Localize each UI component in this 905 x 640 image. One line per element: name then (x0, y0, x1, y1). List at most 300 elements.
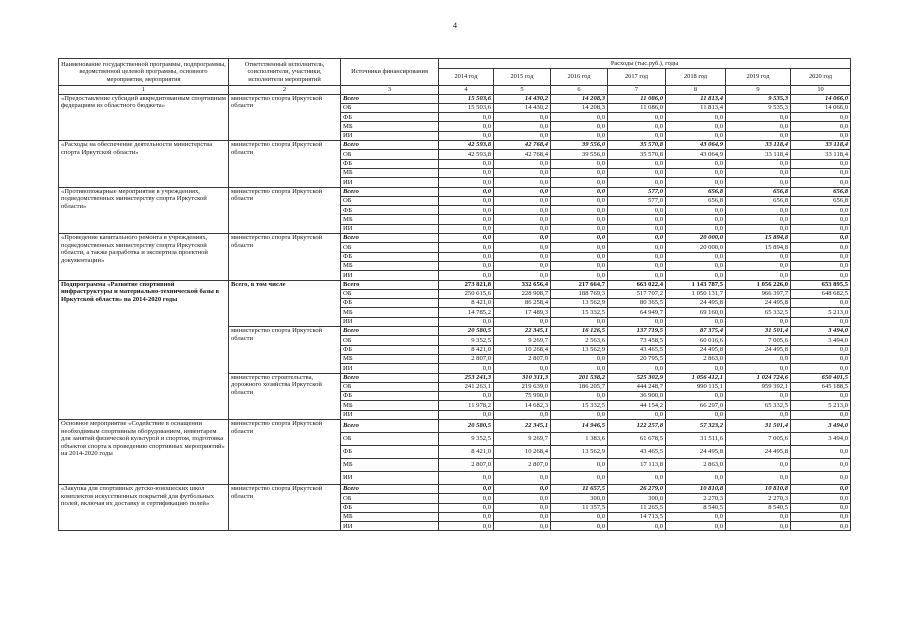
expense-value: 0,0 (551, 512, 608, 521)
expense-value: 228 908,7 (494, 289, 551, 298)
expense-value: 0,0 (666, 317, 726, 326)
expense-value: 0,0 (551, 178, 608, 187)
funding-source: ИИ (341, 522, 439, 531)
expense-value: 137 719,5 (608, 327, 666, 336)
funding-source: ИИ (341, 224, 439, 233)
expense-value: 0,0 (551, 354, 608, 363)
expense-value: 0,0 (608, 234, 666, 243)
expense-value: 0,0 (608, 224, 666, 233)
column-number: 10 (791, 86, 851, 95)
funding-source: ИИ (341, 410, 439, 419)
column-number: 1 (59, 86, 229, 95)
funding-source: МБ (341, 168, 439, 177)
expense-value: 0,0 (726, 410, 791, 419)
expense-value: 0,0 (666, 206, 726, 215)
funding-source: ФБ (341, 445, 439, 458)
funding-source: ФБ (341, 345, 439, 354)
expense-value: 0,0 (608, 215, 666, 224)
expense-value: 0,0 (666, 522, 726, 531)
header-numbers-row (59, 86, 851, 95)
expense-value: 0,0 (439, 206, 494, 215)
expense-value: 0,0 (666, 261, 726, 270)
funding-source: Всего (341, 327, 439, 336)
funding-source: ОБ (341, 494, 439, 503)
expense-value: 0,0 (439, 261, 494, 270)
funding-source: Всего (341, 484, 439, 493)
expense-value: 0,0 (494, 503, 551, 512)
expense-value: 14 066,0 (791, 94, 851, 103)
expense-value: 0,0 (439, 196, 494, 205)
expense-value: 0,0 (551, 168, 608, 177)
expense-value: 7 005,6 (726, 432, 791, 445)
funding-source: ИИ (341, 131, 439, 140)
expense-value: 0,0 (726, 252, 791, 261)
expense-value: 0,0 (439, 271, 494, 280)
expense-value: 0,0 (791, 215, 851, 224)
expense-value: 39 556,0 (551, 141, 608, 150)
expense-value: 15 332,5 (551, 401, 608, 410)
funding-source: ИИ (341, 364, 439, 373)
expense-value: 0,0 (791, 410, 851, 419)
expense-value: 33 118,4 (726, 141, 791, 150)
expense-value: 0,0 (666, 168, 726, 177)
expense-value: 15 503,6 (439, 94, 494, 103)
expense-value: 0,0 (791, 206, 851, 215)
expense-value: 11 086,0 (608, 94, 666, 103)
expense-value: 0,0 (726, 512, 791, 521)
expense-value: 1 056 412,1 (666, 373, 726, 382)
expense-value: 966 397,7 (726, 289, 791, 298)
expense-value: 11 978,2 (439, 401, 494, 410)
expense-value: 13 562,9 (551, 299, 608, 308)
expense-value: 0,0 (494, 168, 551, 177)
expense-value: 0,0 (494, 113, 551, 122)
expense-value: 14 066,0 (791, 103, 851, 112)
expense-value: 0,0 (608, 261, 666, 270)
funding-source: ФБ (341, 252, 439, 261)
expense-value: 0,0 (791, 252, 851, 261)
expense-value: 0,0 (608, 317, 666, 326)
expense-value: 0,0 (791, 271, 851, 280)
expense-value: 16 126,5 (551, 327, 608, 336)
expense-value: 11 265,5 (608, 503, 666, 512)
expense-value: 0,0 (666, 122, 726, 131)
funding-source: ИИ (341, 271, 439, 280)
expense-value: 14 430,2 (494, 94, 551, 103)
expense-value: 0,0 (494, 122, 551, 131)
expense-value: 0,0 (439, 503, 494, 512)
expense-value: 0,0 (791, 458, 851, 471)
expense-value: 0,0 (791, 522, 851, 531)
executor-name: министерство спорта Иркутской области (229, 234, 341, 280)
expense-value: 0,0 (666, 410, 726, 419)
expense-value: 0,0 (726, 131, 791, 140)
expense-value: 0,0 (551, 131, 608, 140)
expense-value: 0,0 (551, 206, 608, 215)
expense-value: 0,0 (791, 178, 851, 187)
funding-source: Всего (341, 187, 439, 196)
expense-value: 0,0 (494, 187, 551, 196)
expense-value: 959 392,1 (726, 382, 791, 391)
expense-value: 0,0 (494, 159, 551, 168)
expense-value: 20 580,5 (439, 327, 494, 336)
expense-value: 43 064,9 (666, 141, 726, 150)
expense-value: 24 495,8 (666, 299, 726, 308)
expense-value: 10 268,4 (494, 445, 551, 458)
measure-name: «Закупка для спортивных детско-юношеских школ комплектов искусственных покрытий для футбольных полей, включая их доставку и сертификацию полей» (59, 484, 229, 530)
funding-source: ФБ (341, 159, 439, 168)
expense-value: 0,0 (551, 522, 608, 531)
expense-value: 9 535,3 (726, 94, 791, 103)
expense-value: 2 863,0 (666, 354, 726, 363)
expense-value: 14 208,3 (551, 103, 608, 112)
expense-value: 0,0 (494, 196, 551, 205)
expense-value: 0,0 (494, 261, 551, 270)
expense-value: 0,0 (439, 168, 494, 177)
expense-value: 0,0 (791, 113, 851, 122)
expense-value: 0,0 (666, 512, 726, 521)
expense-value: 64 949,7 (608, 308, 666, 317)
header-name-col: Наименование государственной программы, подпрограммы, ведомственной целевой программы, основного мероприятия, мероприятия (59, 59, 229, 86)
funding-source: Всего (341, 234, 439, 243)
expense-value: 0,0 (726, 168, 791, 177)
expense-value: 0,0 (791, 503, 851, 512)
expense-value: 15 894,8 (726, 243, 791, 252)
expense-value: 0,0 (726, 261, 791, 270)
expense-value: 1 143 787,5 (666, 280, 726, 289)
expense-value: 22 345,1 (494, 327, 551, 336)
expense-value: 0,0 (726, 317, 791, 326)
expense-value: 577,0 (608, 196, 666, 205)
expense-value: 43 465,5 (608, 445, 666, 458)
expense-value: 0,0 (666, 364, 726, 373)
expense-value: 75 990,0 (494, 392, 551, 401)
column-number: 3 (341, 86, 439, 95)
expense-value: 2 807,0 (439, 354, 494, 363)
expense-value: 15 503,6 (439, 103, 494, 112)
header-year: 2020 год (791, 69, 851, 86)
expense-value: 31 501,4 (726, 327, 791, 336)
expense-value: 24 495,8 (726, 299, 791, 308)
expense-value: 10 810,8 (726, 484, 791, 493)
expense-value: 656,8 (726, 187, 791, 196)
expense-value: 24 495,8 (666, 445, 726, 458)
expense-value: 0,0 (551, 215, 608, 224)
expense-value: 73 458,5 (608, 336, 666, 345)
budget-table (58, 58, 851, 531)
funding-source: ОБ (341, 336, 439, 345)
expense-value: 0,0 (791, 224, 851, 233)
expense-value: 2 807,0 (494, 458, 551, 471)
expense-value: 0,0 (439, 484, 494, 493)
funding-source: ОБ (341, 243, 439, 252)
expense-value: 0,0 (791, 122, 851, 131)
expense-value: 0,0 (666, 224, 726, 233)
expense-value: 0,0 (439, 317, 494, 326)
expense-value: 15 894,8 (726, 234, 791, 243)
funding-source: МБ (341, 458, 439, 471)
expense-value: 14 785,2 (439, 308, 494, 317)
expense-value: 0,0 (439, 522, 494, 531)
expense-value: 273 821,8 (439, 280, 494, 289)
expense-value: 648 682,5 (791, 289, 851, 298)
expense-value: 24 495,8 (726, 445, 791, 458)
expense-value: 0,0 (439, 392, 494, 401)
expense-value: 2 807,0 (494, 354, 551, 363)
expense-value: 300,0 (608, 494, 666, 503)
expense-value: 0,0 (726, 206, 791, 215)
expense-value: 0,0 (666, 131, 726, 140)
expense-value: 0,0 (551, 471, 608, 484)
table-row (59, 280, 851, 289)
expense-value: 0,0 (791, 243, 851, 252)
expense-value: 86 258,4 (494, 299, 551, 308)
expense-value: 0,0 (439, 512, 494, 521)
expense-value: 35 570,8 (608, 150, 666, 159)
expense-value: 0,0 (791, 512, 851, 521)
expense-value: 241 263,1 (439, 382, 494, 391)
expense-value: 0,0 (726, 271, 791, 280)
expense-value: 0,0 (791, 345, 851, 354)
expense-value: 0,0 (494, 224, 551, 233)
expense-value: 42 768,4 (494, 150, 551, 159)
expense-value: 0,0 (551, 410, 608, 419)
executor-name: министерство спорта Иркутской области (229, 327, 341, 373)
expense-value: 0,0 (791, 354, 851, 363)
expense-value: 0,0 (791, 484, 851, 493)
expense-value: 0,0 (551, 187, 608, 196)
expense-value: 656,8 (791, 196, 851, 205)
expense-value: 444 248,7 (608, 382, 666, 391)
expense-value: 0,0 (551, 122, 608, 131)
funding-source: ОБ (341, 382, 439, 391)
expense-value: 8 540,5 (726, 503, 791, 512)
expense-value: 10 810,8 (666, 484, 726, 493)
column-number: 9 (726, 86, 791, 95)
expense-value: 0,0 (666, 271, 726, 280)
expense-value: 24 495,8 (666, 345, 726, 354)
expense-value: 31 501,4 (726, 419, 791, 432)
expense-value: 0,0 (439, 178, 494, 187)
expense-value: 0,0 (551, 458, 608, 471)
expense-value: 69 160,0 (666, 308, 726, 317)
expense-value: 0,0 (439, 364, 494, 373)
funding-source: МБ (341, 308, 439, 317)
funding-source: Всего (341, 419, 439, 432)
expense-value: 0,0 (439, 410, 494, 419)
expense-value: 525 302,9 (608, 373, 666, 382)
expense-value: 11 813,4 (666, 94, 726, 103)
expense-value: 0,0 (551, 159, 608, 168)
expense-value: 8 421,0 (439, 345, 494, 354)
expense-value: 0,0 (551, 261, 608, 270)
expense-value: 0,0 (494, 243, 551, 252)
expense-value: 0,0 (494, 206, 551, 215)
funding-source: Всего (341, 280, 439, 289)
column-number: 6 (551, 86, 608, 95)
expense-value: 61 678,5 (608, 432, 666, 445)
funding-source: ОБ (341, 289, 439, 298)
expense-value: 5 213,0 (791, 308, 851, 317)
expense-value: 0,0 (726, 224, 791, 233)
expense-value: 65 332,5 (726, 401, 791, 410)
expense-value: 0,0 (608, 522, 666, 531)
expense-value: 5 213,0 (791, 401, 851, 410)
funding-source: Всего (341, 141, 439, 150)
funding-source: ФБ (341, 503, 439, 512)
column-number: 8 (666, 86, 726, 95)
expense-value: 0,0 (726, 215, 791, 224)
expense-value: 0,0 (494, 234, 551, 243)
expense-value: 310 311,3 (494, 373, 551, 382)
expense-value: 0,0 (439, 224, 494, 233)
expense-value: 20 580,5 (439, 419, 494, 432)
expense-value: 11 086,0 (608, 103, 666, 112)
expense-value: 250 615,6 (439, 289, 494, 298)
funding-source: МБ (341, 354, 439, 363)
table-row (59, 141, 851, 150)
expense-value: 0,0 (551, 271, 608, 280)
header-row (59, 59, 851, 69)
expense-value: 0,0 (791, 299, 851, 308)
expense-value: 3 494,0 (791, 419, 851, 432)
expense-value: 42 593,8 (439, 150, 494, 159)
expense-value: 9 269,7 (494, 432, 551, 445)
expense-value: 0,0 (791, 392, 851, 401)
expense-value: 20 000,0 (666, 234, 726, 243)
page-number: 4 (453, 21, 457, 30)
funding-source: ИИ (341, 471, 439, 484)
expense-value: 0,0 (791, 364, 851, 373)
table-row (59, 94, 851, 103)
expense-value: 3 494,0 (791, 336, 851, 345)
expense-value: 0,0 (494, 131, 551, 140)
expense-value: 0,0 (439, 494, 494, 503)
expense-value: 0,0 (791, 445, 851, 458)
expense-value: 990 115,1 (666, 382, 726, 391)
expense-value: 9 352,5 (439, 432, 494, 445)
expense-value: 11 657,5 (551, 484, 608, 493)
expense-value: 11 357,5 (551, 503, 608, 512)
funding-source: ОБ (341, 150, 439, 159)
expense-value: 57 323,2 (666, 419, 726, 432)
expense-value: 217 664,7 (551, 280, 608, 289)
expense-value: 24 495,8 (726, 345, 791, 354)
expense-value: 0,0 (439, 113, 494, 122)
expense-value: 2 270,3 (666, 494, 726, 503)
expense-value: 653 895,5 (791, 280, 851, 289)
expense-value: 0,0 (439, 215, 494, 224)
funding-source: ФБ (341, 392, 439, 401)
expense-value: 10 268,4 (494, 345, 551, 354)
measure-name: «Противопожарные мероприятия в учреждениях, подведомственных министерству спорта Иркутской области» (59, 187, 229, 233)
expense-value: 300,0 (551, 494, 608, 503)
expense-value: 0,0 (439, 122, 494, 131)
expense-value: 8 421,0 (439, 445, 494, 458)
executor-name: Всего, в том числе (229, 280, 341, 326)
expense-value: 26 279,0 (608, 484, 666, 493)
executor-name: министерство спорта Иркутской области (229, 484, 341, 530)
expense-value: 3 494,0 (791, 432, 851, 445)
expense-value: 13 562,9 (551, 445, 608, 458)
expense-value: 0,0 (494, 178, 551, 187)
column-number: 4 (439, 86, 494, 95)
expense-value: 1 383,6 (551, 432, 608, 445)
funding-source: МБ (341, 215, 439, 224)
funding-source: Всего (341, 94, 439, 103)
expense-value: 0,0 (494, 484, 551, 493)
expense-value: 0,0 (666, 252, 726, 261)
measure-name: «Расходы на обеспечение деятельности министерства спорта Иркутской области» (59, 141, 229, 187)
expense-value: 0,0 (726, 159, 791, 168)
expense-value: 43 064,9 (666, 150, 726, 159)
expense-value: 17 113,8 (608, 458, 666, 471)
funding-source: МБ (341, 122, 439, 131)
column-number: 7 (608, 86, 666, 95)
expense-value: 0,0 (494, 494, 551, 503)
expense-value: 22 345,1 (494, 419, 551, 432)
expense-value: 577,0 (608, 187, 666, 196)
expense-value: 0,0 (791, 471, 851, 484)
expense-value: 663 022,4 (608, 280, 666, 289)
table-row (59, 484, 851, 493)
expense-value: 14 430,2 (494, 103, 551, 112)
expense-value: 1 024 724,6 (726, 373, 791, 382)
expense-value: 0,0 (791, 168, 851, 177)
expense-value: 645 188,5 (791, 382, 851, 391)
expense-value: 0,0 (791, 494, 851, 503)
expense-value: 13 562,9 (551, 345, 608, 354)
expense-value: 0,0 (666, 471, 726, 484)
expense-value: 33 118,4 (791, 150, 851, 159)
table-row (59, 234, 851, 243)
expense-value: 0,0 (494, 252, 551, 261)
header-year: 2018 год (666, 69, 726, 86)
expense-value: 80 365,5 (608, 299, 666, 308)
column-number: 2 (229, 86, 341, 95)
expense-value: 0,0 (608, 252, 666, 261)
funding-source: ОБ (341, 103, 439, 112)
expense-value: 0,0 (551, 113, 608, 122)
expense-value: 0,0 (439, 187, 494, 196)
expense-value: 0,0 (791, 131, 851, 140)
header-year: 2015 год (494, 69, 551, 86)
expense-value: 186 205,7 (551, 382, 608, 391)
expense-value: 11 813,4 (666, 103, 726, 112)
expense-value: 0,0 (439, 131, 494, 140)
expense-value: 20 000,0 (666, 243, 726, 252)
measure-name: «Проведение капитального ремонта в учреждениях, подведомственных министерству спорта Иркутской области, а также разработка и экспертиза проектной документации» (59, 234, 229, 280)
expense-value: 0,0 (494, 512, 551, 521)
expense-value: 0,0 (608, 471, 666, 484)
funding-source: МБ (341, 401, 439, 410)
expense-value: 0,0 (551, 243, 608, 252)
expense-value: 0,0 (726, 522, 791, 531)
expense-value: 0,0 (494, 410, 551, 419)
expense-value: 39 556,0 (551, 150, 608, 159)
table-row (59, 419, 851, 432)
header-year: 2017 год (608, 69, 666, 86)
expense-value: 0,0 (439, 243, 494, 252)
expense-value: 42 768,4 (494, 141, 551, 150)
expense-value: 0,0 (551, 252, 608, 261)
header-expenses-col: Расходы (тыс.руб.), годы (439, 59, 851, 69)
expense-value: 0,0 (494, 471, 551, 484)
table-body (59, 94, 851, 531)
executor-name: министерство строительства, дорожного хозяйства Иркутской области (229, 373, 341, 419)
expense-value: 14 682,3 (494, 401, 551, 410)
expense-value: 0,0 (608, 113, 666, 122)
